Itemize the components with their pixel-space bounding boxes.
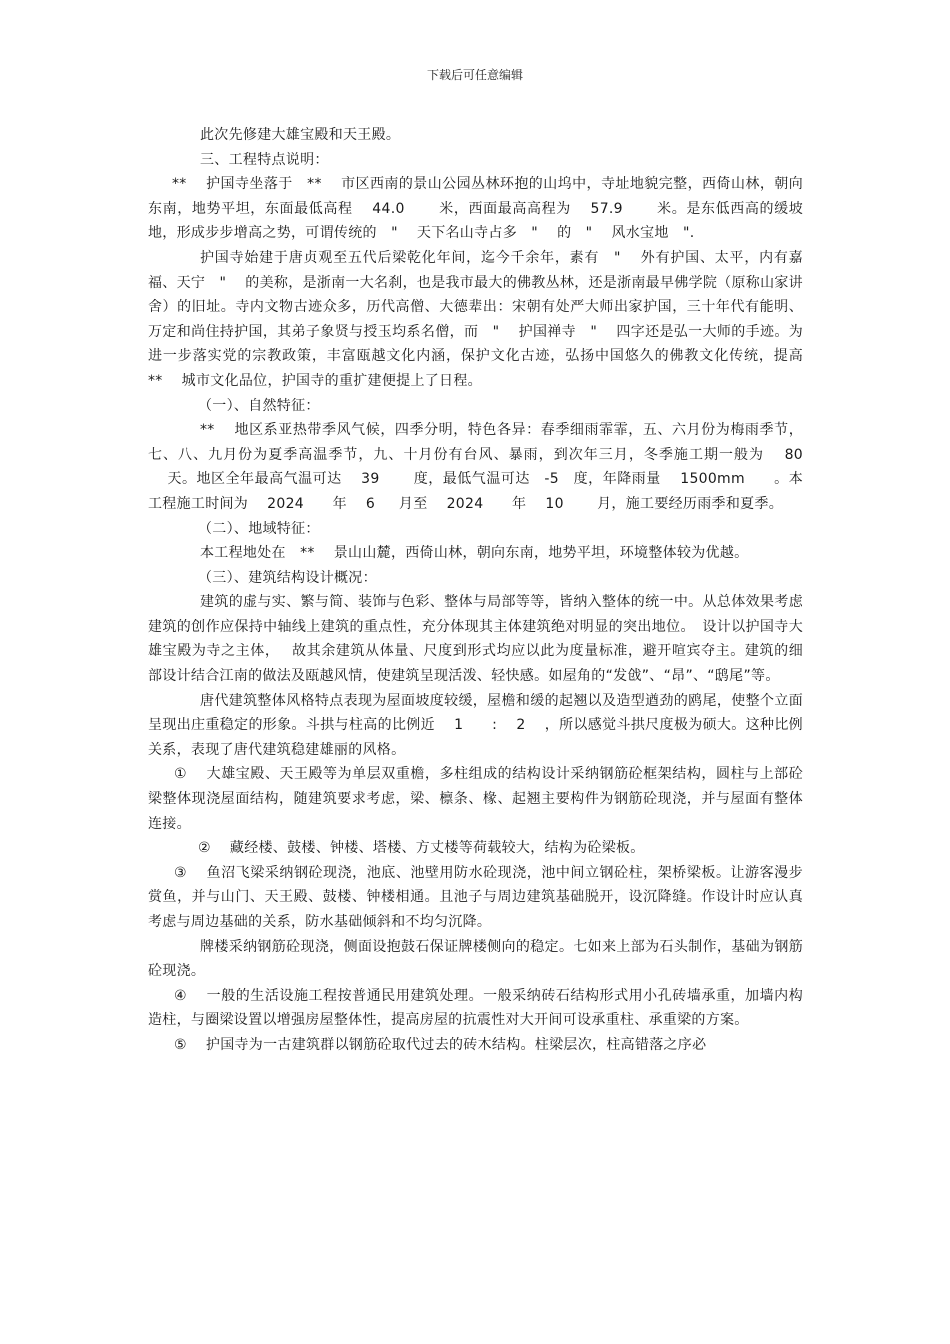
document-body [148, 123, 818, 1058]
page-header: 下载后可任意编辑 [426, 68, 523, 82]
subsection-heading: （二）、地域特征： [198, 520, 320, 537]
paragraph: 本工程地处在 ** 景山山麓，西倚山林，朝向东南，地势平坦，环境整体较为优越。 [200, 545, 749, 562]
list-item: ④ 一般的生活设施工程按普通民用建筑处理。一般采纳砖石结构形式用小孔砖墙承重，加墙内构造柱，与圈梁设置以增强房屋整体性，提高房屋的抗震性对大开间可设承重柱、承重梁的方案。 [148, 987, 803, 1029]
paragraph: ** 护国寺坐落于 ** 市区西南的景山公园丛林环抱的山坞中，寺址地貌完整，西倚山林，朝向东南，地势平坦，东面最低高程 44.0 米，西面最高高程为 57.9 米。是东低西高的缓坡地，形成步步增高之势，可谓传统的 " 天下名山寺占多 " 的 " 风水宝地 ". [148, 176, 803, 242]
paragraph: 唐代建筑整体风格特点表现为屋面坡度较缓，屋檐和缓的起翘以及造型遒劲的鸥尾，使整个立面呈现出庄重稳定的形象。斗拱与柱高的比例近 1 : 2 ，所以感觉斗拱尺度极为硕大。这种比例关系，表现了唐代建筑稳建雄丽的风格。 [148, 692, 803, 758]
subsection-heading: （一）、自然特征： [198, 397, 320, 414]
paragraph: 此次先修建大雄宝殿和天王殿。 [200, 127, 401, 143]
paragraph: 建筑的虚与实、繁与简、装饰与色彩、整体与局部等等，皆纳入整体的统一中。从总体效果考虑建筑的创作应保持中轴线上建筑的重点性，充分体现其主体建筑绝对明显的突出地位。 设计以护国寺大雄宝殿为寺之主体， 故其余建筑从体量、尺度到形式均应以此为度量标准，避开喧宾夺主。建筑的细部设计结合江南的做法及瓯越风情，使建筑呈现活泼、轻快感。如屋角的“发戗”、“昂”、“鸱尾”等。 [148, 594, 803, 685]
list-item: ⑤ 护国寺为一古建筑群以钢筋砼取代过去的砖木结构。柱梁层次，柱高错落之序必 [174, 1036, 707, 1053]
list-item: ① 大雄宝殿、天王殿等为单层双重檐，多柱组成的结构设计采纳钢筋砼框架结构，圆柱与上部砼梁整体现浇屋面结构，随建筑要求考虑，梁、檩条、椽、起翘主要构件为钢筋砼现浇，并与屋面有整体连接。 [148, 766, 803, 832]
subsection-heading: （三）、建筑结构设计概况： [198, 569, 377, 586]
list-item: ③ 鱼沼飞梁采纳钢砼现浇，池底、池壁用防水砼现浇，池中间立钢砼柱，架桥梁板。让游客漫步赏鱼，并与山门、天王殿、鼓楼、钟楼相通。且池子与周边建筑基础脱开，设沉降缝。作设计时应认真考虑与周边基础的关系，防水基础倾斜和不均匀沉降。 [148, 864, 803, 930]
section-heading: 三、工程特点说明： [200, 151, 329, 168]
paragraph: 牌楼采纳钢筋砼现浇，侧面设抱鼓石保证牌楼侧向的稳定。七如来上部为石头制作，基础为钢筋砼现浇。 [148, 938, 803, 980]
paragraph: 护国寺始建于唐贞观至五代后梁乾化年间，迄今千余年，素有 " 外有护国、太平，内有嘉福、天宁 " 的美称，是浙南一大名刹，也是我市最大的佛教丛林，还是浙南最早佛学院（原称山家讲舍）的旧址。寺内文物古迹众多，历代高僧、大德辈出：宋朝有处严大师出家护国，三十年代有能明、万定和尚住持护国，其弟子象贤与授玉均系名僧，而 " 护国禅寺 " 四字还是弘一大师的手迹。为进一步落实党的宗教政策，丰富瓯越文化内涵，保护文化古迹，弘扬中国悠久的佛教文化传统，提高 ** 城市文化品位，护国寺的重扩建便提上了日程。 [148, 249, 818, 389]
paragraph: ** 地区系亚热带季风气候，四季分明，特色各异：春季细雨霏霏，五、六月份为梅雨季节，七、八、九月份为夏季高温季节，九、十月份有台风、暴雨，到次年三月，冬季施工期一般为 80 天。地区全年最高气温可达 39 度，最低气温可达 -5 度，年降雨量 1500mm 。本工程施工时间为 2024 年 6 月至 2024 年 10 月，施工要经历雨季和夏季。 [148, 422, 803, 512]
list-item: ② 藏经楼、鼓楼、钟楼、塔楼、方丈楼等荷载较大，结构为砼梁板。 [198, 840, 645, 857]
